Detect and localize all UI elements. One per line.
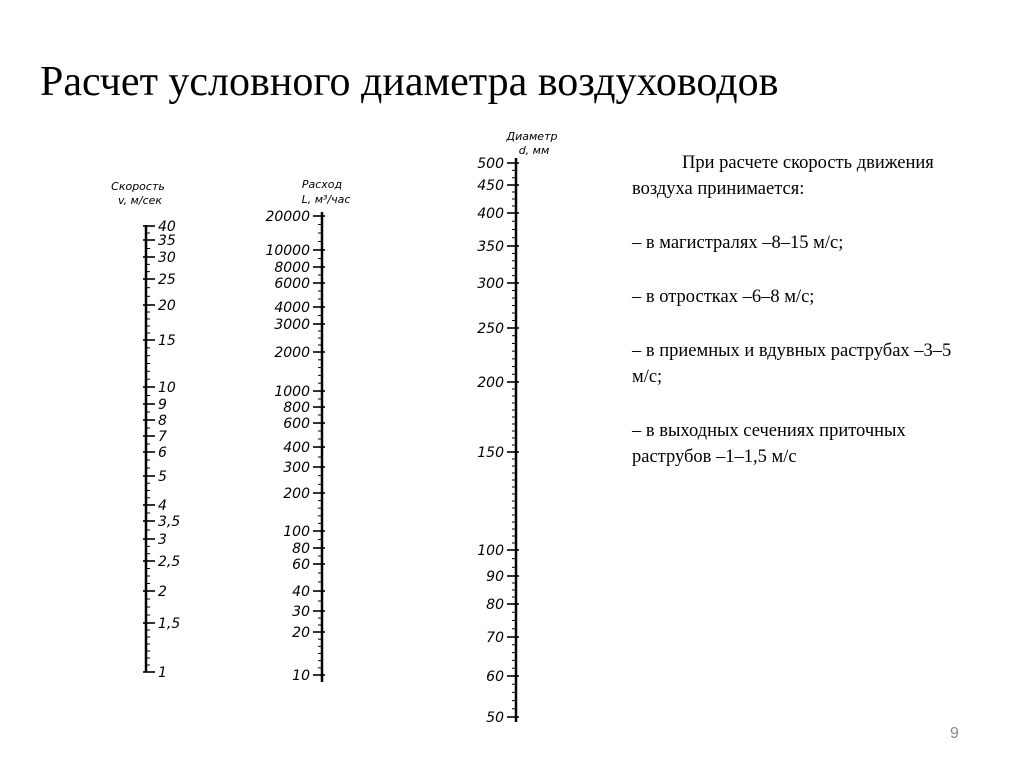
flow-tick-label: 60 [292,557,310,573]
slide-title: Расчет условного диаметра воздуховодов [40,59,779,106]
diameter-tick-label: 50 [486,710,504,726]
velocity-scale-unit: v, м/сек [117,194,163,207]
velocity-tick-label: 20 [158,298,176,314]
diameter-tick-label: 100 [477,543,504,559]
diameter-tick-label: 300 [477,276,504,292]
diameter-tick-label: 250 [477,321,504,337]
diameter-scale [477,130,557,726]
flow-scale [265,178,350,684]
flow-tick-label: 20 [292,625,310,641]
flow-tick-label: 300 [283,460,310,476]
diameter-tick-label: 150 [477,445,504,461]
flow-tick-label: 30 [292,604,310,620]
flow-tick-label: 2000 [274,345,310,361]
note-main-ducts: – в магистралях –8–15 м/с; [632,233,844,253]
flow-tick-label: 400 [283,440,310,456]
note-intake-nozzles: – в приемных и вдувных раструбах –3–5 м/с; [632,341,952,387]
velocity-tick-label: 10 [158,380,176,396]
diameter-tick-label: 500 [477,156,504,172]
velocity-tick-label: 3,5 [158,514,181,530]
velocity-tick-label: 6 [158,445,167,461]
velocity-tick-label: 3 [158,532,167,548]
diameter-scale-title: Диаметр [506,130,558,143]
velocity-tick-label: 35 [158,233,176,249]
flow-tick-label: 600 [283,416,310,432]
flow-tick-label: 10000 [265,243,310,259]
notes-intro: При расчете скорость движения воздуха принимается: [632,153,934,199]
diameter-tick-label: 400 [477,206,504,222]
flow-tick-label: 20000 [265,209,310,225]
velocity-tick-label: 15 [158,333,176,349]
velocity-tick-label: 5 [158,469,167,485]
flow-tick-label: 100 [283,524,310,540]
velocity-tick-label: 2,5 [158,554,181,570]
flow-tick-label: 6000 [274,276,310,292]
flow-tick-label: 8000 [274,260,310,276]
velocity-tick-label: 1,5 [158,616,181,632]
flow-tick-label: 80 [292,541,310,557]
flow-tick-label: 3000 [274,317,310,333]
velocity-tick-label: 4 [158,498,167,514]
note-branches: – в отростках –6–8 м/с; [632,287,815,307]
flow-tick-label: 200 [283,486,310,502]
velocity-scale [111,180,180,681]
flow-tick-label: 800 [283,400,310,416]
diameter-tick-label: 60 [486,669,504,685]
flow-ticks [265,209,325,684]
velocity-tick-label: 25 [158,272,176,288]
velocity-scale-title: Скорость [111,180,165,193]
velocity-tick-label: 30 [158,250,176,266]
velocity-tick-label: 1 [158,665,167,681]
flow-scale-unit: L, м³/час [301,193,351,206]
flow-tick-label: 40 [292,584,310,600]
velocity-tick-label: 40 [158,219,176,235]
diameter-ticks [477,156,519,726]
flow-tick-label: 10 [292,668,310,684]
velocity-tick-label: 8 [158,413,167,429]
note-supply-outlets: – в выходных сечениях приточных раструбов –1–1,5 м/с [632,421,906,467]
diameter-tick-label: 450 [477,178,504,194]
page-number: 9 [950,725,959,742]
notes-panel [632,150,952,498]
flow-tick-label: 4000 [274,300,310,316]
diameter-tick-label: 70 [486,630,504,646]
diameter-tick-label: 200 [477,375,504,391]
velocity-tick-label: 9 [158,397,167,413]
flow-scale-title: Расход [301,178,343,191]
diameter-scale-unit: d, мм [518,144,550,157]
diameter-tick-label: 350 [477,239,504,255]
diameter-tick-label: 90 [486,569,504,585]
velocity-tick-label: 7 [158,429,167,445]
velocity-tick-label: 2 [158,584,167,600]
flow-tick-label: 1000 [274,384,310,400]
diameter-tick-label: 80 [486,597,504,613]
velocity-ticks [143,219,180,681]
